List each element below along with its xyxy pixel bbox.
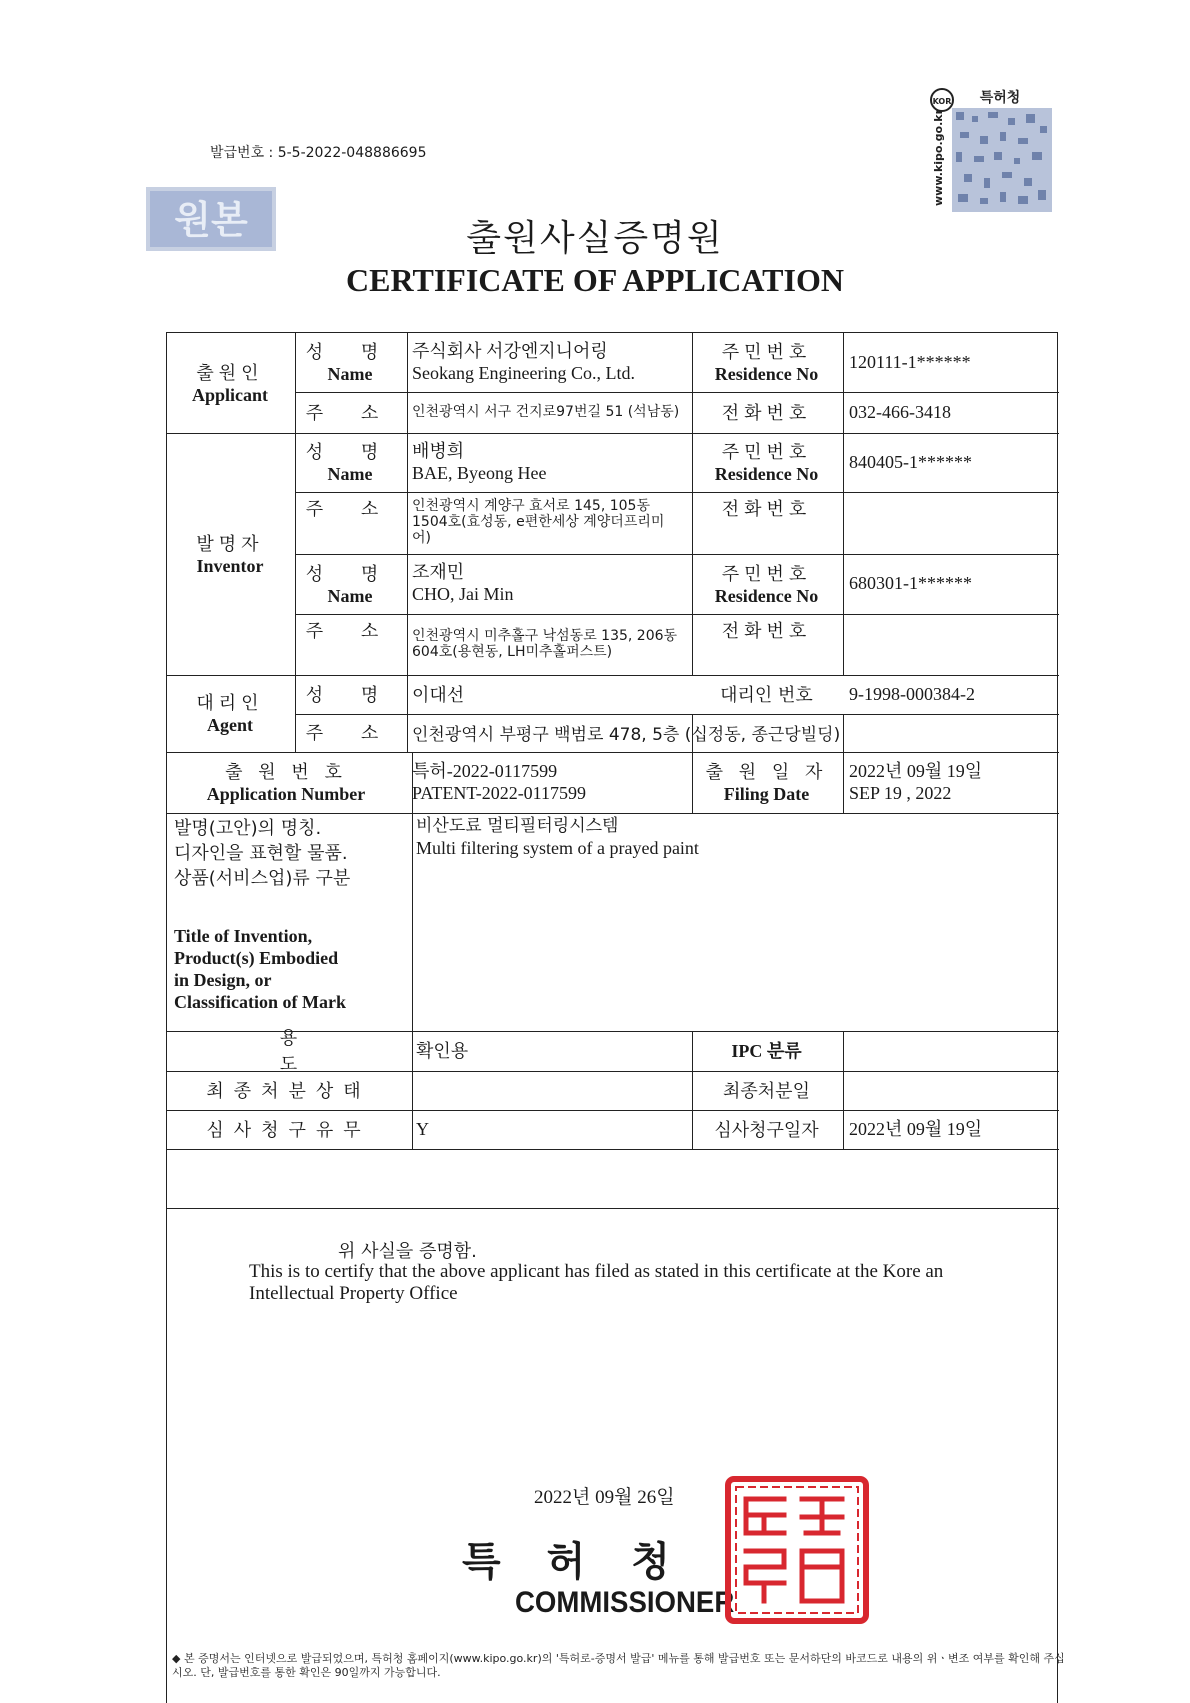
agent-address <box>412 713 1052 751</box>
address-label: 주 소 <box>305 499 395 520</box>
purpose-label <box>166 1028 418 1075</box>
filing-date-label-ko: 출 원 일 자 <box>705 762 828 783</box>
agent-name-label <box>294 674 406 713</box>
name-label-ko: 성 명 <box>305 563 395 585</box>
application-number <box>412 751 697 812</box>
filing-date <box>849 751 1054 812</box>
name-label-en: Name <box>327 585 373 606</box>
invention-label-ko <box>174 816 410 891</box>
inventor-1-address <box>412 491 680 553</box>
agent-number <box>849 674 1054 713</box>
final-status-label <box>166 1070 411 1109</box>
filing-date-en: SEP 19 , 2022 <box>849 782 952 803</box>
residence-label-ko: 주민번호 <box>721 342 812 363</box>
agent-label-ko: 대리인 <box>196 693 264 714</box>
exam-request-value <box>416 1109 686 1148</box>
invention-label-en-line: Product(s) Embodied <box>174 948 339 968</box>
applicant-name-ko: 주식회사 서강엔지니어링 <box>412 340 608 361</box>
purpose-label-text: 용 도 <box>279 1028 418 1075</box>
applicant-name <box>412 332 697 391</box>
exam-date-value <box>849 1109 1054 1148</box>
ipc-label <box>691 1030 842 1070</box>
inventor-name-ko: 배병희 <box>412 440 465 461</box>
address-text: 인천광역시 미추홀구 낙섬동로 135, 206동 604호(용현동, LH미추홀퍼스트) <box>412 627 678 660</box>
exam-request-label-text: 심사청구유무 <box>206 1119 371 1141</box>
issuer-english: COMMISSIONER <box>515 1586 735 1619</box>
applicant-label <box>166 332 294 432</box>
footnote: ◆ 본 증명서는 인터넷으로 발급되었으며, 특허청 홈페이지(www.kipo.go.kr)의 '특허로-증명서 발급' 메뉴를 통해 발급번호 또는 문서하단의 바코드로 내용의 위ㆍ변조 여부를 확인해 주십시오. 단, 발급번호를 통한 확인은 90일까지 가능합니다. <box>172 1652 1065 1679</box>
applicant-residence-no <box>849 332 1054 391</box>
invention-label-ko-line: 디자인을 표현할 물품. <box>174 843 348 864</box>
address-label: 주 소 <box>305 402 395 424</box>
app-number-label-en: Application Number <box>206 784 366 804</box>
applicant-name-en: Seokang Engineering Co., Ltd. <box>412 362 635 383</box>
agent-number-label <box>691 674 842 713</box>
inventor-2-residence-label <box>691 553 842 613</box>
official-seal <box>724 1475 870 1625</box>
invention-label-en-line: in Design, or <box>174 970 272 990</box>
filing-date-label-en: Filing Date <box>723 784 810 804</box>
inventor-label-ko: 발명자 <box>196 533 264 555</box>
final-status-label-text: 최종처분상태 <box>206 1080 371 1102</box>
filing-date-label <box>691 751 842 812</box>
certify-english: This is to certify that the above applicant has filed as stated in this certificate at the Kore an Intellectual Property Office <box>249 1261 944 1304</box>
invention-title-ko: 비산도료 멀티필터링시스템 <box>416 816 619 836</box>
inventor-name-ko: 조재민 <box>412 562 465 582</box>
applicant-residence-label <box>691 332 842 391</box>
residence-no: 120111-1****** <box>849 351 971 372</box>
name-label-ko: 성 명 <box>305 442 395 463</box>
inventor-2-name-label <box>294 553 406 613</box>
ipc-value <box>849 1030 1054 1070</box>
address-label: 주 소 <box>305 621 395 642</box>
final-date-value <box>849 1070 1054 1109</box>
invention-title-en: Multi filtering system of a prayed paint <box>416 838 699 858</box>
applicant-phone <box>849 391 1054 432</box>
applicant-name-label <box>294 332 406 391</box>
agent-number-text: 9-1998-000384-2 <box>849 683 975 704</box>
invention-label-en-line: Classification of Mark <box>174 992 346 1012</box>
name-label-ko: 성 명 <box>305 684 395 706</box>
app-number-label-ko: 출 원 번 호 <box>225 762 347 783</box>
title-korean: 출원사실증명원 <box>466 218 724 259</box>
purpose-value <box>416 1030 686 1070</box>
invention-title <box>416 815 1016 865</box>
residence-no: 680301-1****** <box>849 573 972 593</box>
invention-label-en-line: Title of Invention, <box>174 926 313 946</box>
issue-number: 발급번호 : 5-5-2022-048886695 <box>210 145 427 161</box>
inventor-1-name-label <box>294 432 406 491</box>
ipc-label-text: IPC 분류 <box>731 1041 802 1061</box>
residence-label-en: Residence No <box>714 364 819 384</box>
inventor-2-address <box>412 613 680 674</box>
svg-text:KOR: KOR <box>932 97 952 106</box>
inventor-2-residence-no <box>849 553 1054 613</box>
exam-request-text: Y <box>416 1118 429 1139</box>
agent-label <box>166 674 294 751</box>
inventor-2-name <box>412 553 697 613</box>
svg-text:특허청: 특허청 <box>979 90 1021 106</box>
phone-label: 전화번호 <box>721 621 812 642</box>
address-text: 인천광역시 부평구 백범로 478, 5층 (십정동, 종근당빌딩) <box>412 724 841 745</box>
exam-request-label <box>166 1109 411 1148</box>
kipo-qr-logo <box>928 86 1056 214</box>
applicant-label-en: Applicant <box>191 384 269 405</box>
applicant-address <box>412 391 682 432</box>
svg-text:www.kipo.go.kr: www.kipo.go.kr <box>932 108 945 206</box>
inventor-1-phone <box>849 491 1054 553</box>
agent-name-text: 이대선 <box>412 684 465 706</box>
purpose-text: 확인용 <box>416 1041 469 1062</box>
exam-date-text: 2022년 09월 19일 <box>849 1118 983 1139</box>
name-label-ko: 성 명 <box>305 342 395 363</box>
inventor-1-residence-label <box>691 432 842 491</box>
agent-name <box>412 674 697 713</box>
applicant-phone-label <box>691 391 842 432</box>
issuer-korean: 특허청 <box>462 1539 716 1585</box>
certify-korean: 위 사실을 증명함. <box>338 1241 477 1262</box>
applicant-address-label <box>294 391 406 432</box>
inventor-name-en: CHO, Jai Min <box>412 584 514 604</box>
final-date-label-text: 최종처분일 <box>723 1080 810 1102</box>
filing-date-ko: 2022년 09월 19일 <box>849 760 983 781</box>
inventor-label <box>166 432 294 674</box>
inventor-1-phone-label <box>691 491 842 553</box>
inventor-1-name <box>412 432 697 491</box>
phone-label: 전화번호 <box>721 402 812 424</box>
inventor-2-phone-label <box>691 613 842 674</box>
inventor-1-address-label <box>294 491 406 553</box>
applicant-label-ko: 출원인 <box>196 362 264 384</box>
inventor-1-residence-no <box>849 432 1054 491</box>
final-status-value <box>416 1070 686 1109</box>
inventor-2-phone <box>849 613 1054 674</box>
address-text: 인천광역시 서구 건지로97번길 51 (석남동) <box>412 403 680 420</box>
svg-text:원본: 원본 <box>174 198 248 242</box>
agent-number-label-text: 대리인 번호 <box>720 684 813 706</box>
inventor-label-en: Inventor <box>196 555 264 576</box>
residence-label-en: Residence No <box>714 464 819 484</box>
exam-date-label <box>691 1109 842 1148</box>
agent-label-en: Agent <box>207 715 253 735</box>
invention-label-ko-line: 발명(고안)의 명칭. <box>174 818 322 839</box>
address-text: 인천광역시 계양구 효서로 145, 105동 1504호(효성동, e편한세상 계양더프리미어) <box>412 498 665 546</box>
agent-address-label <box>294 713 406 751</box>
phone-text: 032-466-3418 <box>849 401 951 422</box>
residence-no: 840405-1****** <box>849 451 972 472</box>
exam-date-label-text: 심사청구일자 <box>714 1119 819 1141</box>
name-label-en: Name <box>327 364 373 384</box>
final-date-label <box>691 1070 842 1109</box>
residence-label-ko: 주민번호 <box>721 442 812 463</box>
name-label-en: Name <box>327 464 373 484</box>
invention-title-label <box>174 816 410 1028</box>
phone-label: 전화번호 <box>721 499 812 520</box>
inventor-name-en: BAE, Byeong Hee <box>412 462 547 483</box>
inventor-2-address-label <box>294 613 406 674</box>
title-english: CERTIFICATE OF APPLICATION <box>346 262 844 298</box>
invention-label-ko-line: 상품(서비스업)류 구분 <box>174 868 351 889</box>
address-label: 주 소 <box>305 723 395 744</box>
issue-date: 2022년 09월 26일 <box>534 1487 675 1508</box>
app-number-en: PATENT-2022-0117599 <box>412 782 587 803</box>
residence-label-ko: 주민번호 <box>721 563 812 585</box>
residence-label-en: Residence No <box>714 585 819 606</box>
app-number-ko: 특허-2022-0117599 <box>412 760 558 781</box>
invention-label-en <box>174 925 410 1013</box>
application-number-label <box>166 751 406 812</box>
